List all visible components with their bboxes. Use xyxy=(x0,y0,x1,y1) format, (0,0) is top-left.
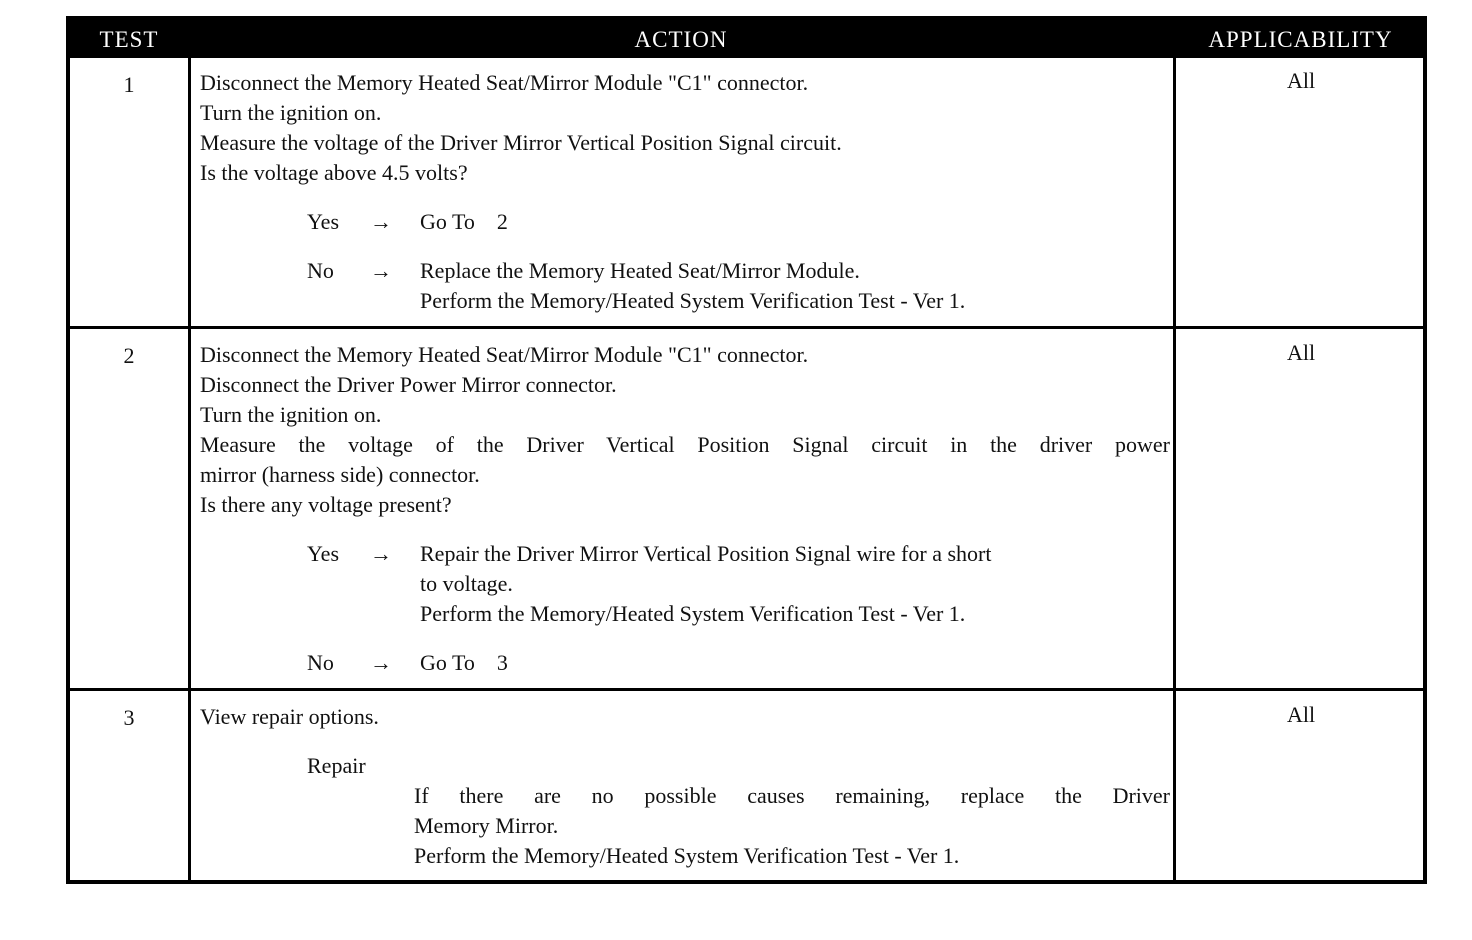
action-line: Measure the voltage of the Driver Mirror Vertical Position Signal circuit. xyxy=(200,130,842,155)
header-action: ACTION xyxy=(634,27,728,52)
applicability-2: All xyxy=(1286,340,1316,365)
action-line: View repair options. xyxy=(200,704,379,729)
action-cell-2 xyxy=(200,340,1170,678)
repair-line: Perform the Memory/Heated System Verification Test - Ver 1. xyxy=(414,843,960,868)
repair-line: If there are no possible causes remaining, replace the Driver xyxy=(414,783,1170,808)
arrow-icon: → xyxy=(370,258,392,283)
diagnostic-test-table xyxy=(66,16,1427,884)
action-line: Disconnect the Memory Heated Seat/Mirror Module "C1" connector. xyxy=(200,70,809,95)
action-line: Disconnect the Driver Power Mirror connector. xyxy=(200,372,617,397)
repair-line: Memory Mirror. xyxy=(414,813,559,838)
header-applicability: APPLICABILITY xyxy=(1208,27,1393,52)
goto-label: Go To xyxy=(420,650,475,675)
test-number-2: 2 xyxy=(123,343,135,368)
no-label: No xyxy=(307,258,334,283)
arrow-icon: → xyxy=(370,650,392,675)
action-line: Measure the voltage of the Driver Vertical Position Signal circuit in the driver power xyxy=(200,432,1170,457)
action-line: Turn the ignition on. xyxy=(200,100,382,125)
no-option-cont xyxy=(200,286,1170,316)
test-number-1: 1 xyxy=(123,72,135,97)
header-test: TEST xyxy=(99,27,159,52)
applicability-3: All xyxy=(1286,702,1316,727)
repair-label: Repair xyxy=(307,753,366,778)
no-option xyxy=(200,256,1170,286)
action-line: mirror (harness side) connector. xyxy=(200,462,480,487)
action-line: Is the voltage above 4.5 volts? xyxy=(200,160,468,185)
column-divider xyxy=(1173,58,1176,880)
table-header xyxy=(70,20,1423,58)
arrow-icon: → xyxy=(370,209,392,234)
row-divider xyxy=(70,688,1423,691)
goto-number: 2 xyxy=(496,209,508,234)
action-line: Is there any voltage present? xyxy=(200,492,452,517)
yes-text: Repair the Driver Mirror Vertical Position Signal wire for a short xyxy=(420,541,992,566)
applicability-1: All xyxy=(1286,68,1316,93)
yes-text: Perform the Memory/Heated System Verification Test - Ver 1. xyxy=(420,601,966,626)
yes-text: to voltage. xyxy=(420,571,513,596)
yes-option-cont xyxy=(200,569,1170,599)
goto-label: Go To xyxy=(420,209,475,234)
test-number-3: 3 xyxy=(123,705,135,730)
goto-link xyxy=(420,207,508,237)
yes-option xyxy=(200,207,1170,237)
goto-link xyxy=(420,648,508,678)
yes-option xyxy=(200,539,1170,569)
goto-number: 3 xyxy=(496,650,508,675)
no-label: No xyxy=(307,650,334,675)
yes-label: Yes xyxy=(307,209,340,234)
no-option xyxy=(200,648,1170,678)
action-line: Disconnect the Memory Heated Seat/Mirror Module "C1" connector. xyxy=(200,342,809,367)
yes-option-cont xyxy=(200,599,1170,629)
row-divider xyxy=(70,326,1423,329)
no-text: Perform the Memory/Heated System Verification Test - Ver 1. xyxy=(420,288,966,313)
action-cell-3 xyxy=(200,702,1170,871)
arrow-icon: → xyxy=(370,541,392,566)
no-text: Replace the Memory Heated Seat/Mirror Module. xyxy=(420,258,860,283)
yes-label: Yes xyxy=(307,541,340,566)
action-cell-1 xyxy=(200,68,1170,316)
action-line: Turn the ignition on. xyxy=(200,402,382,427)
column-divider xyxy=(188,58,191,880)
repair-body xyxy=(200,781,1170,871)
